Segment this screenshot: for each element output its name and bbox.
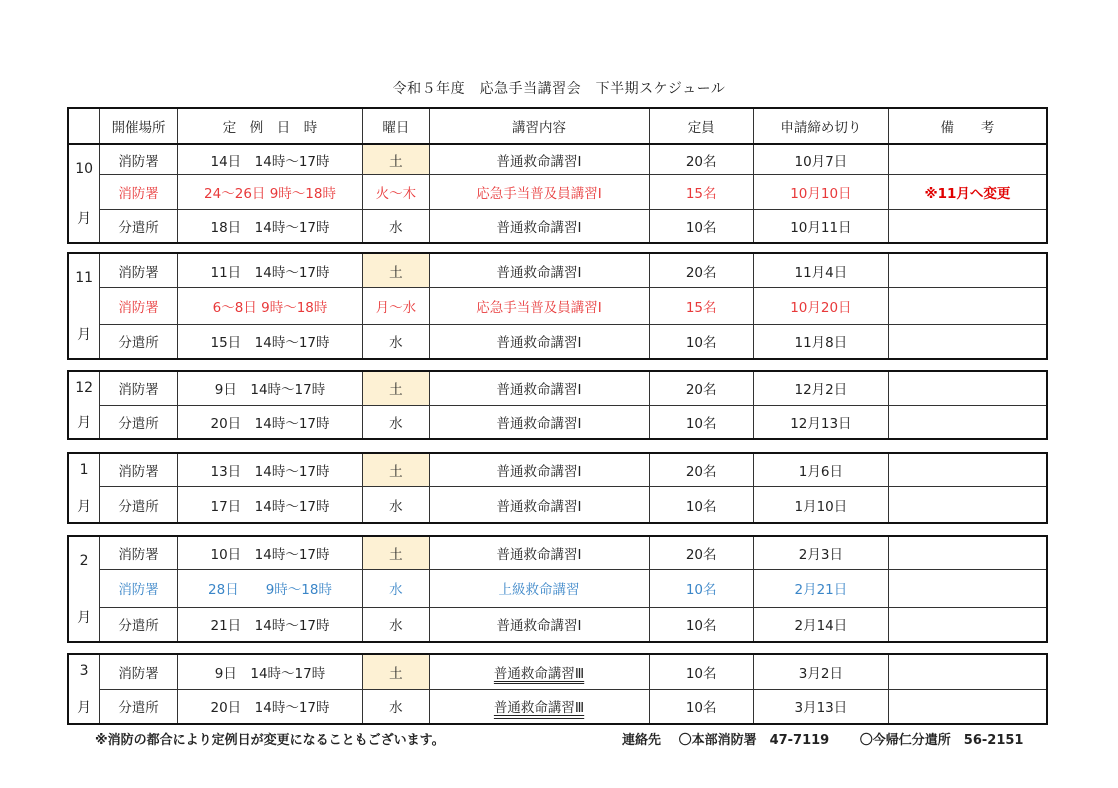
cell-course: 普通救命講習Ⅰ (429, 144, 649, 175)
table-row (68, 209, 1047, 243)
cell-capacity: 10名 (649, 689, 753, 724)
cell-remark (888, 654, 1047, 689)
cell-day: 水 (363, 570, 429, 608)
table-row (68, 175, 1047, 210)
cell-datetime: 24～26日 9時～18時 (177, 175, 362, 210)
cell-datetime: 9日 14時～17時 (177, 371, 362, 405)
table-row (68, 371, 1047, 405)
cell-day: 土 (363, 253, 429, 288)
cell-capacity: 20名 (649, 253, 753, 288)
table-row (68, 453, 1047, 487)
cell-datetime: 10日 14時～17時 (177, 536, 362, 570)
month-unit: 月 (77, 700, 92, 716)
cell-place: 分遣所 (100, 689, 178, 724)
contact-branch: 〇今帰仁分遣所 56-2151 (859, 733, 1024, 748)
month-number: 2 (79, 553, 89, 569)
cell-deadline: 2月14日 (753, 607, 888, 642)
cell-datetime: 14日 14時～17時 (177, 144, 362, 175)
cell-course: 普通救命講習Ⅰ (429, 324, 649, 359)
contact-info (622, 729, 1023, 748)
cell-course: 普通救命講習Ⅰ (429, 253, 649, 288)
month-label (68, 371, 100, 439)
cell-datetime: 11日 14時～17時 (177, 253, 362, 288)
cell-course: 普通救命講習Ⅰ (429, 371, 649, 405)
month-unit: 月 (77, 327, 92, 343)
cell-remark (888, 324, 1047, 359)
cell-day: 土 (363, 453, 429, 487)
cell-place: 分遣所 (100, 324, 178, 359)
cell-datetime: 9日 14時～17時 (177, 654, 362, 689)
cell-capacity: 20名 (649, 453, 753, 487)
cell-capacity: 20名 (649, 371, 753, 405)
cell-place: 消防署 (100, 371, 178, 405)
cell-course: 普通救命講習Ⅰ (429, 209, 649, 243)
table-row (68, 689, 1047, 724)
cell-remark (888, 536, 1047, 570)
cell-remark (888, 607, 1047, 642)
cell-place: 消防署 (100, 570, 178, 608)
cell-remark (888, 405, 1047, 439)
cell-remark (888, 209, 1047, 243)
header-cell: 曜日 (363, 108, 429, 144)
cell-remark (888, 144, 1047, 175)
month-number: 3 (79, 663, 89, 679)
cell-day: 水 (363, 405, 429, 439)
cell-day: 土 (363, 536, 429, 570)
cell-day: 水 (363, 209, 429, 243)
cell-course (429, 689, 649, 724)
cell-place: 分遣所 (100, 607, 178, 642)
month-label (68, 654, 100, 724)
course-text: 普通救命講習Ⅲ (493, 665, 585, 682)
month-unit: 月 (77, 610, 92, 626)
month-label (68, 253, 100, 359)
table-row (68, 536, 1047, 570)
month-unit: 月 (77, 211, 92, 227)
cell-deadline: 2月3日 (753, 536, 888, 570)
cell-capacity: 15名 (649, 175, 753, 210)
cell-place: 消防署 (100, 288, 178, 325)
cell-capacity: 10名 (649, 570, 753, 608)
cell-deadline: 10月20日 (753, 288, 888, 325)
cell-course: 普通救命講習Ⅰ (429, 607, 649, 642)
month-label (68, 536, 100, 642)
cell-place: 消防署 (100, 453, 178, 487)
cell-capacity: 20名 (649, 144, 753, 175)
cell-day: 土 (363, 654, 429, 689)
cell-datetime: 20日 14時～17時 (177, 689, 362, 724)
month-number: 10 (75, 161, 94, 177)
cell-place: 消防署 (100, 536, 178, 570)
cell-remark (888, 487, 1047, 523)
month-number: 11 (75, 270, 94, 286)
month-block-2 (67, 535, 1048, 643)
cell-deadline: 11月4日 (753, 253, 888, 288)
cell-place: 消防署 (100, 253, 178, 288)
cell-place: 分遣所 (100, 487, 178, 523)
cell-course: 普通救命講習Ⅰ (429, 536, 649, 570)
cell-day: 土 (363, 371, 429, 405)
cell-deadline: 12月2日 (753, 371, 888, 405)
cell-deadline: 10月10日 (753, 175, 888, 210)
cell-course: 応急手当普及員講習Ⅰ (429, 288, 649, 325)
page-title: 令和５年度 応急手当講習会 下半期スケジュール (392, 81, 726, 97)
cell-deadline: 3月2日 (753, 654, 888, 689)
cell-capacity: 10名 (649, 654, 753, 689)
course-text: 普通救命講習Ⅲ (493, 700, 585, 717)
cell-datetime: 6～8日 9時～18時 (177, 288, 362, 325)
cell-capacity: 10名 (649, 324, 753, 359)
cell-day: 水 (363, 689, 429, 724)
table-row (68, 570, 1047, 608)
month-label (68, 144, 100, 243)
cell-day: 水 (363, 487, 429, 523)
cell-deadline: 1月10日 (753, 487, 888, 523)
cell-remark (888, 288, 1047, 325)
header-blank (68, 108, 100, 144)
cell-deadline: 1月6日 (753, 453, 888, 487)
cell-place: 消防署 (100, 144, 178, 175)
cell-course: 上級救命講習 (429, 570, 649, 608)
month-block-12 (67, 370, 1048, 440)
table-row (68, 324, 1047, 359)
cell-remark (888, 570, 1047, 608)
cell-capacity: 10名 (649, 405, 753, 439)
cell-day: 水 (363, 607, 429, 642)
contact-hq: 〇本部消防署 47-7119 (678, 733, 830, 748)
header-cell: 定員 (649, 108, 753, 144)
header-cell: 定 例 日 時 (177, 108, 362, 144)
month-number: 12 (75, 380, 94, 396)
cell-place: 消防署 (100, 654, 178, 689)
footnote: ※消防の都合により定例日が変更になることもございます。 (95, 733, 445, 748)
cell-remark (888, 253, 1047, 288)
cell-capacity: 15名 (649, 288, 753, 325)
table-row (68, 144, 1047, 175)
cell-datetime: 20日 14時～17時 (177, 405, 362, 439)
cell-course: 普通救命講習Ⅰ (429, 405, 649, 439)
header-cell: 備 考 (888, 108, 1047, 144)
cell-course: 普通救命講習Ⅰ (429, 453, 649, 487)
cell-day: 土 (363, 144, 429, 175)
header-cell: 開催場所 (100, 108, 178, 144)
cell-datetime: 15日 14時～17時 (177, 324, 362, 359)
month-block-1 (67, 452, 1048, 524)
cell-remark (888, 371, 1047, 405)
cell-remark (888, 453, 1047, 487)
cell-capacity: 10名 (649, 209, 753, 243)
month-label (68, 453, 100, 523)
table-row (68, 607, 1047, 642)
cell-deadline: 10月11日 (753, 209, 888, 243)
cell-place: 分遣所 (100, 405, 178, 439)
schedule-header (67, 107, 1048, 145)
cell-remark: ※11月へ変更 (888, 175, 1047, 210)
cell-day: 月～水 (363, 288, 429, 325)
cell-capacity: 10名 (649, 607, 753, 642)
cell-remark (888, 689, 1047, 724)
month-block-3 (67, 653, 1048, 725)
month-unit: 月 (77, 499, 92, 515)
cell-day: 水 (363, 324, 429, 359)
header-cell: 申請締め切り (753, 108, 888, 144)
month-unit: 月 (77, 415, 92, 431)
month-number: 1 (79, 462, 89, 478)
month-block-11 (67, 252, 1048, 360)
cell-deadline: 3月13日 (753, 689, 888, 724)
table-row (68, 253, 1047, 288)
cell-datetime: 28日 9時～18時 (177, 570, 362, 608)
cell-capacity: 10名 (649, 487, 753, 523)
cell-course: 応急手当普及員講習Ⅰ (429, 175, 649, 210)
table-row (68, 405, 1047, 439)
cell-datetime: 17日 14時～17時 (177, 487, 362, 523)
table-row (68, 288, 1047, 325)
table-row (68, 487, 1047, 523)
cell-course: 普通救命講習Ⅰ (429, 487, 649, 523)
table-row (68, 654, 1047, 689)
contact-label: 連絡先 (622, 733, 662, 748)
cell-datetime: 13日 14時～17時 (177, 453, 362, 487)
cell-place: 消防署 (100, 175, 178, 210)
cell-course (429, 654, 649, 689)
cell-capacity: 20名 (649, 536, 753, 570)
cell-deadline: 10月7日 (753, 144, 888, 175)
cell-deadline: 12月13日 (753, 405, 888, 439)
month-block-10 (67, 143, 1048, 244)
cell-deadline: 2月21日 (753, 570, 888, 608)
cell-place: 分遣所 (100, 209, 178, 243)
cell-day: 火～木 (363, 175, 429, 210)
cell-datetime: 21日 14時～17時 (177, 607, 362, 642)
header-cell: 講習内容 (429, 108, 649, 144)
cell-datetime: 18日 14時～17時 (177, 209, 362, 243)
cell-deadline: 11月8日 (753, 324, 888, 359)
